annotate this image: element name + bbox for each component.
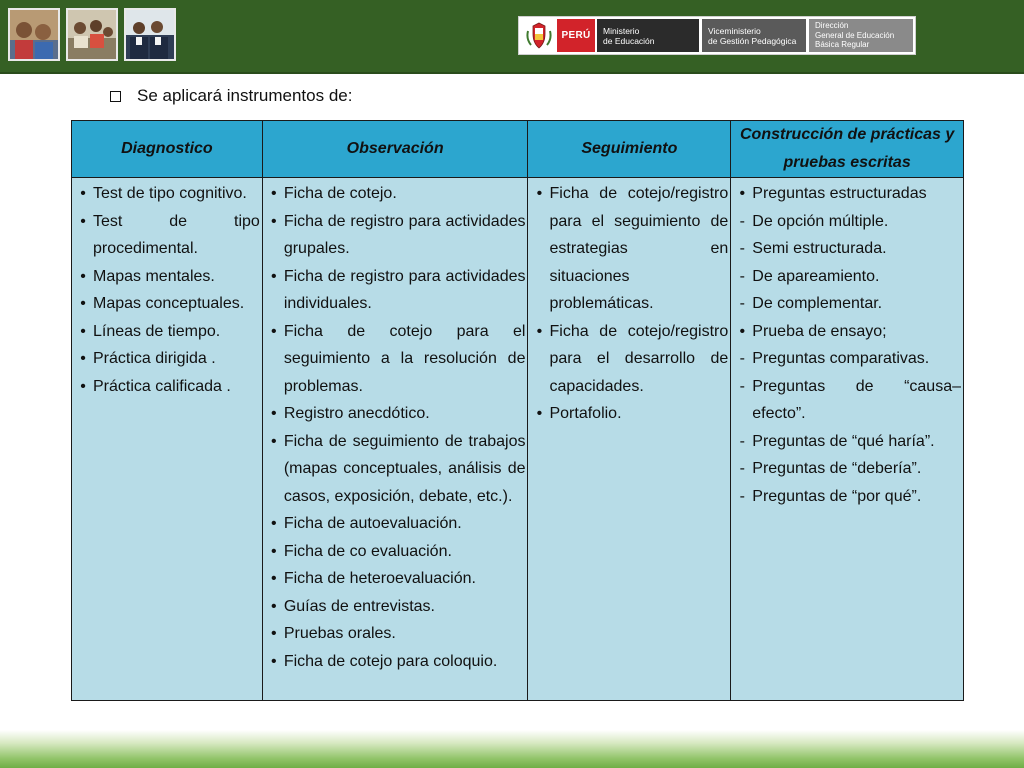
list-item <box>528 318 730 401</box>
bullet-icon: • <box>271 322 277 340</box>
bullet-icon: • <box>536 322 543 340</box>
list-item-text: De apareamiento. <box>752 267 880 285</box>
list-item <box>263 510 528 538</box>
list-item-text: Ficha de cotejo/registro para el desarrollo de capacidades. <box>549 322 729 395</box>
bullet-icon: • <box>271 267 277 285</box>
slide-heading <box>110 84 352 108</box>
peru-coat-of-arms-icon <box>523 19 555 52</box>
instruments-table <box>71 120 964 701</box>
bullet-icon: • <box>80 322 86 340</box>
dash-icon: - <box>739 212 745 230</box>
bullet-icon: • <box>271 597 277 615</box>
cell-observacion <box>262 178 528 701</box>
list-item-text: Test de tipo procedimental. <box>93 212 260 257</box>
direction-label: Dirección General de Educación Básica Regular <box>809 19 913 52</box>
dash-icon: - <box>739 350 745 367</box>
list-item <box>731 208 963 236</box>
list-item-text: Ficha de cotejo. <box>283 185 397 202</box>
student-photo-3 <box>124 8 176 61</box>
list-item <box>263 565 528 593</box>
list-item-text: Portafolio. <box>549 405 622 422</box>
bullet-icon: • <box>739 185 746 202</box>
list-item <box>731 235 963 263</box>
list-item-text: Preguntas comparativas. <box>752 350 930 367</box>
bullet-icon: • <box>271 432 277 450</box>
list-item-text: Pruebas orales. <box>283 625 396 642</box>
list-item <box>263 538 528 566</box>
list-item-text: Preguntas estructuradas <box>752 185 927 202</box>
column-header-diagnostico: Diagnostico <box>72 121 263 178</box>
list-item <box>528 180 730 318</box>
list-item <box>72 373 262 401</box>
dash-icon: - <box>739 460 745 477</box>
bullet-icon: • <box>271 212 277 230</box>
list-item <box>731 180 963 208</box>
bullet-icon: • <box>80 377 86 395</box>
list-item <box>263 593 528 621</box>
list-item <box>263 263 528 318</box>
dash-icon: - <box>739 240 745 257</box>
bullet-icon: • <box>80 295 86 312</box>
list-item-text: Ficha de autoevaluación. <box>283 515 462 532</box>
bullet-icon: • <box>271 515 277 532</box>
list-item <box>263 208 528 263</box>
list-item <box>731 373 963 428</box>
list-item-text: Práctica dirigida . <box>93 350 216 367</box>
column-header-observacion: Observación <box>262 121 528 178</box>
list-item <box>731 318 963 346</box>
list-item-text: Mapas mentales. <box>93 267 215 285</box>
list-item <box>72 208 262 263</box>
list-item <box>731 345 963 373</box>
list-item <box>731 455 963 483</box>
list-item-text: Preguntas de “causa– efecto”. <box>752 377 961 422</box>
list-item-text: De opción múltiple. <box>752 212 889 230</box>
bullet-icon: • <box>80 212 86 230</box>
list-item-text: Ficha de registro para actividades grupales. <box>283 212 526 257</box>
viceministry-label: Viceministerio de Gestión Pedagógica <box>702 19 806 52</box>
list-item <box>731 483 963 511</box>
list-item <box>528 400 730 428</box>
list-item <box>263 318 528 401</box>
cell-construccion <box>731 178 964 701</box>
dash-icon: - <box>739 487 745 505</box>
list-item-text: Ficha de co evaluación. <box>283 542 452 560</box>
list-item <box>263 620 528 648</box>
list-item <box>731 290 963 318</box>
list-item <box>731 428 963 456</box>
list-item-text: Líneas de tiempo. <box>93 322 221 340</box>
list-item-text: Guías de entrevistas. <box>283 597 435 615</box>
list-item-text: Ficha de registro para actividades individuales. <box>283 267 526 312</box>
list-item-text: Preguntas de “qué haría”. <box>752 432 935 450</box>
list-item-text: Preguntas de “por qué”. <box>752 487 922 505</box>
list-item-text: Práctica calificada . <box>93 377 231 395</box>
column-header-construccion: Construcción de prácticas y pruebas escritas <box>731 121 964 178</box>
list-item-text: Ficha de cotejo/registro para el seguimiento de estrategias en situaciones problemáticas. <box>549 185 729 312</box>
list-item <box>263 180 528 208</box>
list-item-text: Ficha de seguimiento de trabajos (mapas conceptuales, análisis de casos, exposición, debate, etc.). <box>283 432 526 505</box>
list-item <box>72 263 262 291</box>
cell-seguimiento <box>528 178 731 701</box>
bullet-icon: • <box>536 185 543 202</box>
list-item-text: Preguntas de “debería”. <box>752 460 922 477</box>
ministry-label: Ministerio de Educación <box>597 19 699 52</box>
dash-icon: - <box>739 295 745 312</box>
bullet-icon: • <box>536 405 543 422</box>
list-item <box>72 290 262 318</box>
bullet-icon: • <box>80 185 86 202</box>
footer-gradient <box>0 730 1024 768</box>
table-row <box>72 178 964 701</box>
column-header-seguimiento: Seguimiento <box>528 121 731 178</box>
list-item-text: Semi estructurada. <box>752 240 887 257</box>
list-item-text: Mapas conceptuales. <box>93 295 245 312</box>
list-item-text: Test de tipo cognitivo. <box>93 185 247 202</box>
bullet-icon: • <box>271 542 277 560</box>
bullet-icon: • <box>80 350 86 367</box>
student-photo-1 <box>8 8 60 61</box>
header-bar <box>0 0 1024 74</box>
bullet-icon: • <box>739 322 746 340</box>
table-header-row <box>72 121 964 178</box>
list-item <box>263 428 528 511</box>
checkbox-bullet-icon <box>110 91 121 102</box>
cell-diagnostico <box>72 178 263 701</box>
list-item <box>731 263 963 291</box>
bullet-icon: • <box>271 185 277 202</box>
list-item <box>263 400 528 428</box>
list-item-text: De complementar. <box>752 295 883 312</box>
peru-label: PERÚ <box>557 19 595 52</box>
list-item-text: Prueba de ensayo; <box>752 322 887 340</box>
dash-icon: - <box>739 377 745 395</box>
list-item-text: Ficha de cotejo para el seguimiento a la resolución de problemas. <box>283 322 526 395</box>
bullet-icon: • <box>271 405 277 422</box>
list-item <box>72 345 262 373</box>
list-item <box>263 648 528 676</box>
list-item-text: Ficha de heteroevaluación. <box>283 570 476 587</box>
list-item-text: Ficha de cotejo para coloquio. <box>283 652 498 670</box>
list-item <box>72 180 262 208</box>
bullet-icon: • <box>80 267 86 285</box>
student-photo-2 <box>66 8 118 61</box>
dash-icon: - <box>739 267 745 285</box>
list-item <box>72 318 262 346</box>
heading-text: Se aplicará instrumentos de: <box>137 86 353 105</box>
bullet-icon: • <box>271 570 277 587</box>
bullet-icon: • <box>271 625 277 642</box>
bullet-icon: • <box>271 652 277 670</box>
dash-icon: - <box>739 432 745 450</box>
ministry-logo-banner <box>518 16 916 55</box>
list-item-text: Registro anecdótico. <box>283 405 430 422</box>
